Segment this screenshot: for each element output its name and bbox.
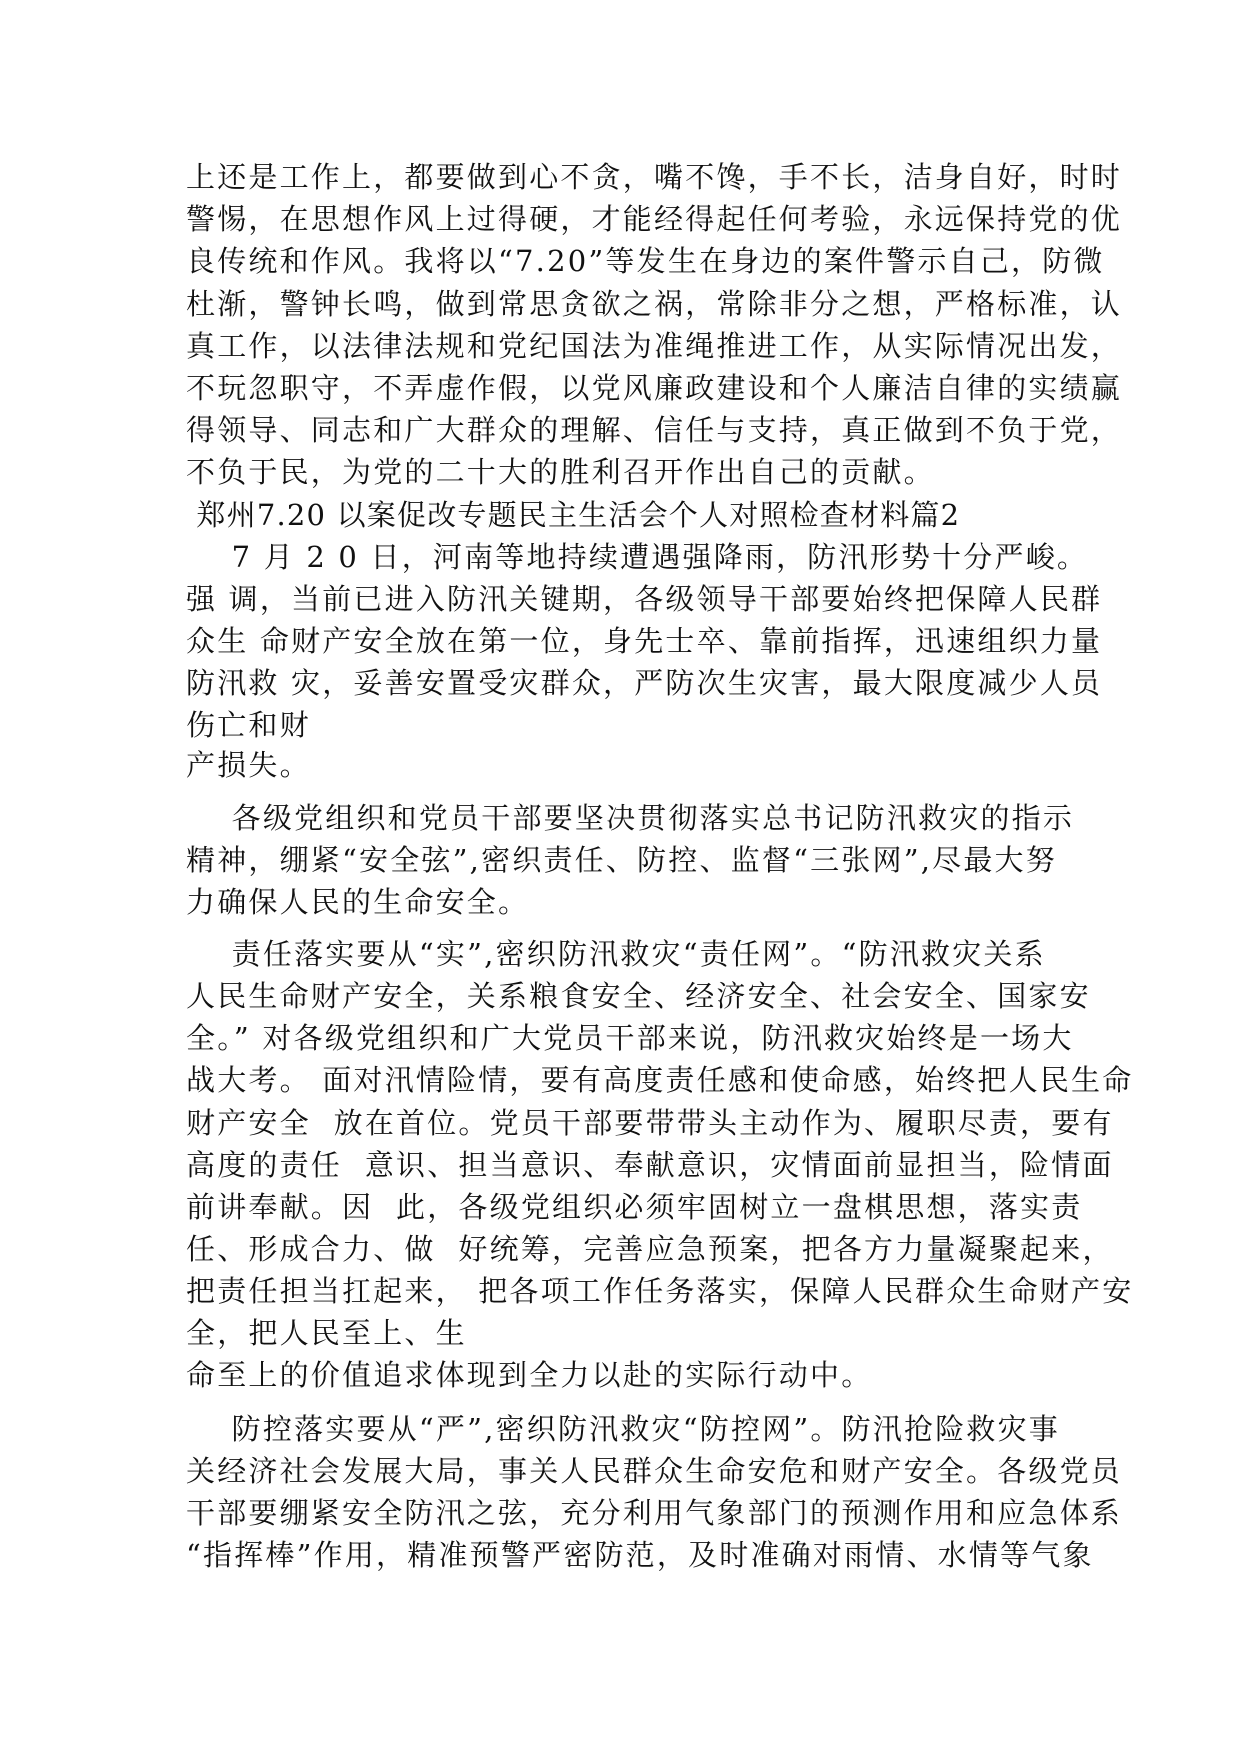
- paragraph-1-line-2: 警惕，在思想作风上过得硬，才能经得起任何考验，永远保持党的优: [186, 202, 1123, 236]
- paragraph-4-line-8: 任、形成合力、做 好统筹，完善应急预案，把各方力量凝聚起来，: [186, 1232, 1114, 1266]
- section-heading: 郑州7.20 以案促改专题民主生活会个人对照检查材料篇2: [186, 498, 961, 532]
- paragraph-4-line-10: 全，把人民至上、生: [186, 1316, 467, 1350]
- paragraph-1-line-3: 良传统和作风。我将以“7.20”等发生在身边的案件警示自己，防微: [186, 244, 1105, 278]
- paragraph-1-line-4: 杜渐，警钟长鸣，做到常思贪欲之祸，常除非分之想，严格标准，认: [186, 287, 1123, 321]
- paragraph-2-line-2: 强 调，当前已进入防汛关键期，各级领导干部要始终把保障人民群: [186, 582, 1103, 616]
- paragraph-1-line-5: 真工作，以法律法规和党纪国法为准绳推进工作，从实际情况出发，: [186, 329, 1123, 363]
- paragraph-1-line-1: 上还是工作上，都要做到心不贪，嘴不馋，手不长，洁身自好，时时: [186, 160, 1123, 194]
- paragraph-1-line-6: 不玩忽职守，不弄虚作假，以党风廉政建设和个人廉洁自律的实绩赢: [186, 371, 1123, 405]
- paragraph-4-line-11: 命至上的价值追求体现到全力以赴的实际行动中。: [186, 1358, 873, 1392]
- paragraph-2-line-5: 伤亡和财: [186, 708, 311, 742]
- paragraph-4-line-1: 责任落实要从“实”,密织防汛救灾“责任网”。“防汛救灾关系: [186, 937, 1046, 971]
- paragraph-4-line-6: 高度的责任 意识、担当意识、奉献意识，灾情面前显担当，险情面: [186, 1148, 1114, 1182]
- paragraph-2-line-1: 7 月 2 0 日，河南等地持续遭遇强降雨，防汛形势十分严峻。: [186, 540, 1089, 574]
- paragraph-5-line-3: 干部要绷紧安全防汛之弦，充分利用气象部门的预测作用和应急体系: [186, 1496, 1123, 1530]
- paragraph-4-line-4: 战大考。 面对汛情险情，要有高度责任感和使命感，始终把人民生命: [186, 1063, 1134, 1097]
- paragraph-2-line-3: 众生 命财产安全放在第一位，身先士卒、靠前指挥，迅速组织力量: [186, 624, 1103, 658]
- paragraph-5-line-1: 防控落实要从“严”,密织防汛救灾“防控网”。防汛抢险救灾事: [186, 1412, 1060, 1446]
- paragraph-4-line-5: 财产安全 放在首位。党员干部要带带头主动作为、履职尽责，要有: [186, 1106, 1114, 1140]
- paragraph-4-line-7: 前讲奉献。因 此，各级党组织必须牢固树立一盘棋思想，落实责: [186, 1190, 1083, 1224]
- paragraph-3-line-2: 精神，绷紧“安全弦”,密织责任、防控、监督“三张网”,尽最大努: [186, 843, 1057, 877]
- paragraph-3-line-1: 各级党组织和党员干部要坚决贯彻落实总书记防汛救灾的指示: [186, 801, 1075, 835]
- paragraph-4-line-9: 把责任担当扛起来， 把各项工作任务落实，保障人民群众生命财产安: [186, 1274, 1134, 1308]
- paragraph-1-line-8: 不负于民，为党的二十大的胜利召开作出自己的贡献。: [186, 455, 935, 489]
- paragraph-4-line-2: 人民生命财产安全，关系粮食安全、经济安全、社会安全、国家安: [186, 979, 1091, 1013]
- paragraph-5-line-4: “指挥棒”作用，精准预警严密防范，及时准确对雨情、水情等气象: [186, 1538, 1094, 1572]
- paragraph-5-line-2: 关经济社会发展大局，事关人民群众生命安危和财产安全。各级党员: [186, 1454, 1123, 1488]
- paragraph-2-line-6: 产损失。: [186, 748, 311, 782]
- paragraph-4-line-3: 全。” 对各级党组织和广大党员干部来说，防汛救灾始终是一场大: [186, 1021, 1074, 1055]
- paragraph-1-line-7: 得领导、同志和广大群众的理解、信任与支持，真正做到不负于党，: [186, 413, 1123, 447]
- paragraph-3-line-3: 力确保人民的生命安全。: [186, 885, 530, 919]
- paragraph-2-line-4: 防汛救 灾，妥善安置受灾群众，严防次生灾害，最大限度减少人员: [186, 666, 1103, 700]
